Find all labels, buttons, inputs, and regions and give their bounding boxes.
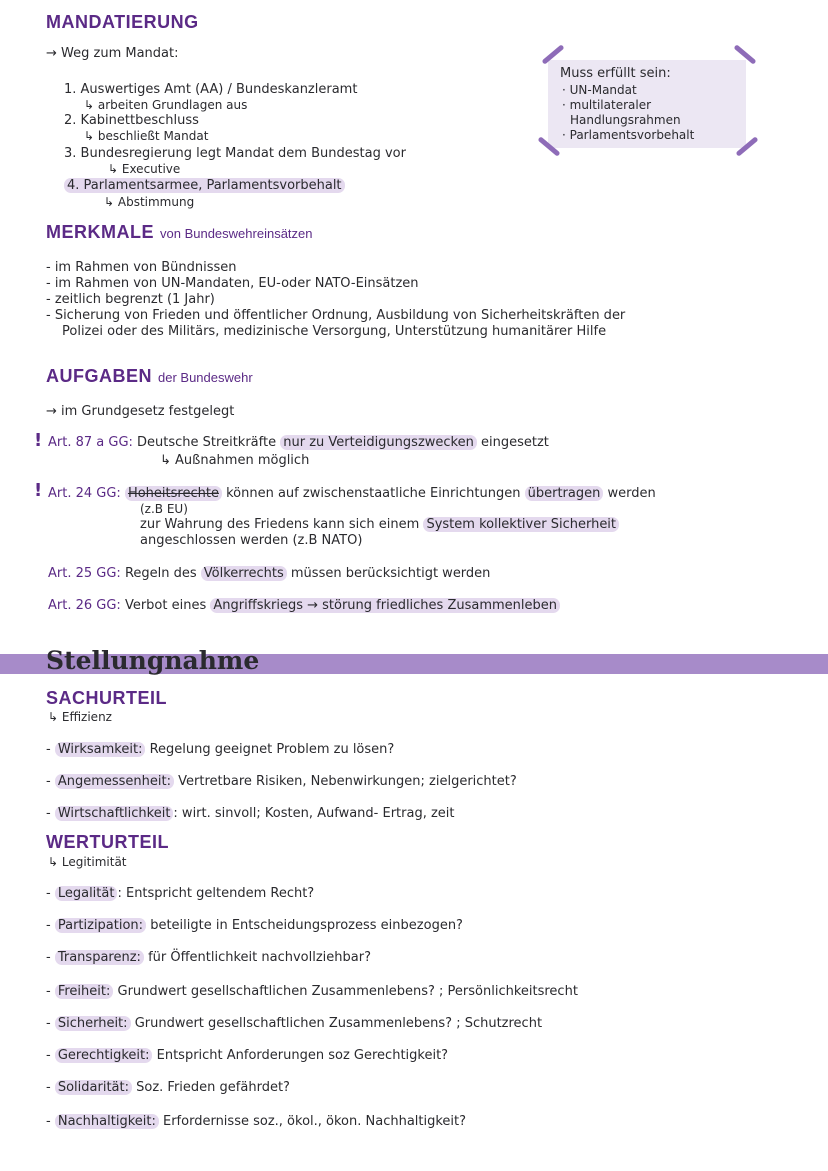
art-26-highlight: Angriffskriegs → störung friedliches Zusammenleben: [210, 598, 560, 613]
wert-key-3: Transparenz:: [55, 950, 144, 965]
art-25-voelkerrecht: Völkerrechts: [201, 566, 287, 581]
aufgaben-heading: [46, 366, 253, 387]
wert-item-4: [46, 984, 578, 999]
stellungnahme-heading: Stellungnahme: [46, 646, 260, 675]
wert-key-5: Sicherheit:: [55, 1016, 131, 1031]
mandat-step-2-sub: ↳ beschließt Mandat: [84, 129, 209, 143]
dash: -: [46, 886, 51, 901]
box-item-parlament: · Parlamentsvorbehalt: [562, 128, 695, 142]
dash: -: [46, 984, 51, 999]
werturteil-sub: ↳ Legitimität: [48, 855, 127, 869]
wert-val-1: : Entspricht geltendem Recht?: [117, 886, 315, 901]
dash: -: [46, 774, 51, 789]
dash: -: [46, 1114, 51, 1129]
box-item-handlungsrahmen: Handlungsrahmen: [570, 113, 681, 127]
wert-val-8: Erfordernisse soz., ökol., ökon. Nachhaltigkeit?: [163, 1114, 467, 1129]
sach-val-3: : wirt. sinvoll; Kosten, Aufwand- Ertrag, zeit: [173, 806, 455, 821]
art-24-b: können auf zwischenstaatliche Einrichtungen: [226, 486, 521, 501]
art-24-l3b: System kollektiver Sicherheit: [423, 517, 619, 532]
dash: -: [46, 1048, 51, 1063]
grundgesetz-note: → im Grundgesetz festgelegt: [46, 404, 235, 419]
dash: -: [46, 1016, 51, 1031]
wert-item-2: [46, 918, 463, 933]
box-title: Muss erfüllt sein:: [560, 66, 671, 81]
wert-val-5: Grundwert gesellschaftlichen Zusammenlebens? ; Schutzrecht: [134, 1016, 543, 1031]
mandat-step-3: 3. Bundesregierung legt Mandat dem Bundestag vor: [64, 146, 406, 161]
wert-val-7: Soz. Frieden gefährdet?: [136, 1080, 290, 1095]
art-87-c: eingesetzt: [480, 435, 549, 450]
art-24-l3a: zur Wahrung des Friedens kann sich einem: [140, 517, 420, 532]
dash: -: [46, 1080, 51, 1095]
wert-key-1: Legalität: [55, 886, 118, 901]
box-item-multilateral: · multilateraler: [562, 98, 652, 112]
wert-item-6: [46, 1048, 448, 1063]
weg-zum-mandat: → Weg zum Mandat:: [46, 46, 179, 61]
dash: -: [46, 742, 51, 757]
mandat-step-4: [64, 178, 345, 193]
art-25-label: Art. 25 GG:: [48, 566, 121, 581]
sach-key-2: Angemessenheit:: [55, 774, 174, 789]
mandatierung-heading: MANDATIERUNG: [46, 12, 199, 32]
mandat-step-3-sub: ↳ Executive: [108, 162, 181, 176]
mandat-step-4-text: 4. Parlamentsarmee, Parlamentsvorbehalt: [64, 178, 345, 193]
merkmale-subtitle: von Bundeswehreinsätzen: [160, 226, 313, 241]
wert-item-7: [46, 1080, 290, 1095]
wert-val-6: Entspricht Anforderungen soz Gerechtigkeit?: [156, 1048, 449, 1063]
merkmal-2: - im Rahmen von UN-Mandaten, EU-oder NATO-Einsätzen: [46, 276, 419, 291]
sachurteil-sub: ↳ Effizienz: [48, 710, 112, 724]
art-24-line3: [140, 517, 619, 532]
art-24-label: Art. 24 GG:: [48, 486, 121, 501]
sach-key-1: Wirksamkeit:: [55, 742, 146, 757]
art-87-line: [48, 435, 549, 450]
art-25-line: [48, 566, 490, 581]
important-mark-24: !: [34, 480, 43, 501]
wert-item-5: [46, 1016, 542, 1031]
werturteil-heading: WERTURTEIL: [46, 832, 169, 852]
wert-val-3: für Öffentlichkeit nachvollziehbar?: [148, 950, 371, 965]
art-24-example-eu: (z.B EU): [140, 502, 188, 516]
important-mark-87: !: [34, 430, 43, 451]
art-87-highlight: nur zu Verteidigungszwecken: [280, 435, 477, 450]
art-87-a: Deutsche Streitkräfte: [137, 435, 277, 450]
wert-val-2: beteiligte in Entscheidungsprozess einbezogen?: [150, 918, 463, 933]
wert-item-1: [46, 886, 314, 901]
mandat-step-1: 1. Auswertiges Amt (AA) / Bundeskanzleramt: [64, 82, 358, 97]
merkmal-3: - zeitlich begrenzt (1 Jahr): [46, 292, 215, 307]
requirements-box: [548, 60, 746, 148]
sachurteil-heading: SACHURTEIL: [46, 688, 167, 708]
sach-val-2: Vertretbare Risiken, Nebenwirkungen; zielgerichtet?: [178, 774, 517, 789]
mandat-step-4-sub: ↳ Abstimmung: [104, 195, 195, 209]
dash: -: [46, 950, 51, 965]
merkmal-1: - im Rahmen von Bündnissen: [46, 260, 237, 275]
art-24-line: [48, 486, 656, 501]
merkmale-heading: [46, 222, 313, 243]
merkmale-title: MERKMALE: [46, 222, 154, 242]
dash: -: [46, 918, 51, 933]
merkmal-4-cont: Polizei oder des Militärs, medizinische Versorgung, Unterstützung humanitärer Hilfe: [62, 324, 607, 339]
sach-item-3: [46, 806, 455, 821]
wert-key-4: Freiheit:: [55, 984, 114, 999]
merkmal-4: - Sicherung von Frieden und öffentlicher Ordnung, Ausbildung von Sicherheitskräften der: [46, 308, 626, 323]
sach-key-3: Wirtschaftlichkeit: [55, 806, 174, 821]
art-24-line4: angeschlossen werden (z.B NATO): [140, 533, 363, 548]
wert-key-8: Nachhaltigkeit:: [55, 1114, 159, 1129]
art-87-sub: ↳ Außnahmen möglich: [160, 453, 310, 468]
mandat-step-2: 2. Kabinettbeschluss: [64, 113, 199, 128]
art-24-hoheitsrechte: Hoheitsrechte: [125, 486, 222, 501]
aufgaben-subtitle: der Bundeswehr: [158, 370, 253, 385]
mandat-step-1-sub: ↳ arbeiten Grundlagen aus: [84, 98, 248, 112]
sach-val-1: Regelung geeignet Problem zu lösen?: [149, 742, 395, 757]
wert-val-4: Grundwert gesellschaftlichen Zusammenlebens? ; Persönlichkeitsrecht: [117, 984, 578, 999]
wert-key-2: Partizipation:: [55, 918, 146, 933]
wert-key-7: Solidarität:: [55, 1080, 132, 1095]
aufgaben-title: AUFGABEN: [46, 366, 152, 386]
art-25-c: müssen berücksichtigt werden: [290, 566, 491, 581]
art-87-label: Art. 87 a GG:: [48, 435, 133, 450]
wert-item-3: [46, 950, 371, 965]
wert-key-6: Gerechtigkeit:: [55, 1048, 153, 1063]
box-item-un: · UN-Mandat: [562, 83, 637, 97]
art-25-a: Regeln des: [124, 566, 197, 581]
art-24-d: werden: [607, 486, 656, 501]
art-26-label: Art. 26 GG:: [48, 598, 121, 613]
sach-item-1: [46, 742, 394, 757]
art-24-uebertragen: übertragen: [525, 486, 604, 501]
dash: -: [46, 806, 51, 821]
wert-item-8: [46, 1114, 466, 1129]
art-26-line: [48, 598, 560, 613]
sach-item-2: [46, 774, 517, 789]
art-26-a: Verbot eines: [124, 598, 207, 613]
